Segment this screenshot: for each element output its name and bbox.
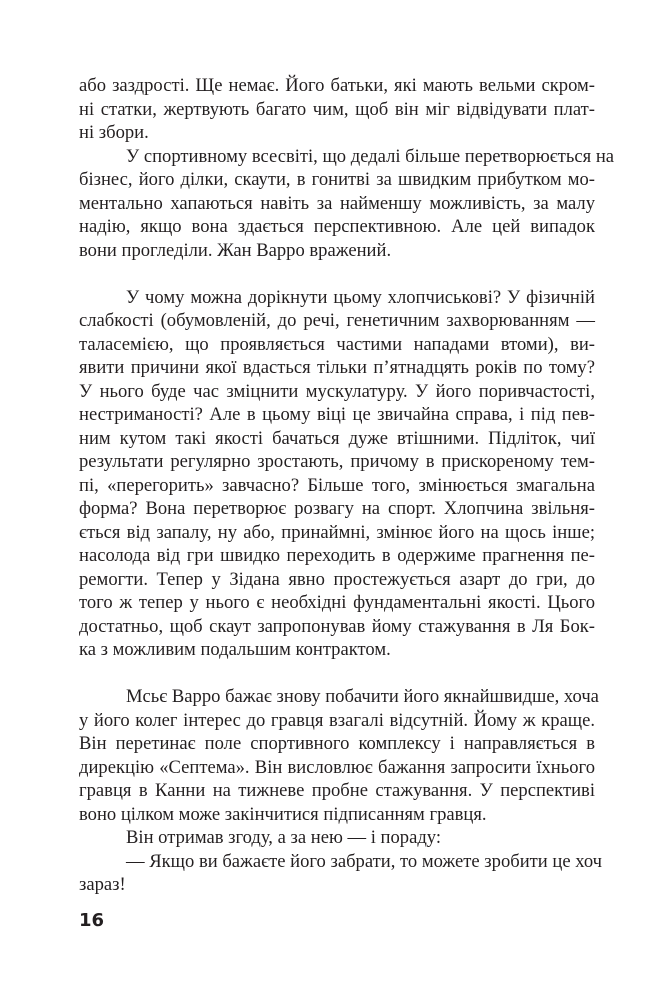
paragraph (79, 145, 615, 263)
text-line: результати регулярно зростають, причому в прискореному тем- (79, 451, 595, 472)
text-line: У чому можна дорікнути цьому хлопчиськові? У фізичній (126, 286, 595, 308)
text-line: дирекцію «Септема». Він висловлює бажання запросити їхнього (79, 756, 595, 778)
text-line: таласемією, що проявляється частими нападами втоми), ви- (79, 333, 595, 355)
text-line: ментально хапаються навіть за найменшу можливість, за малу (79, 192, 595, 214)
paragraph (79, 685, 599, 826)
text-line: гравця в Канни на тижневе пробне стажування. У перспективі (79, 780, 595, 801)
text-line: У спортивному всесвіті, що дедалі більше перетворюється на (126, 145, 615, 167)
text-line: або заздрості. Ще немає. Його батьки, які мають вельми скром- (79, 75, 595, 96)
text-line: бізнес, його ділки, скаути, в гонитві за швидким прибутком мо- (79, 169, 595, 190)
text-line: достатньо, щоб скаут запропонував йому стажування в Ля Бок- (79, 615, 595, 637)
text-line: Він перетинає поле спортивного комплексу і направляється в (79, 733, 595, 754)
text-line: ним кутом такі якості бачаться дуже втішними. Підліток, чиї (79, 427, 595, 449)
text-line: нестриманості? Але в цьому віці це звичайна справа, і під пев- (79, 404, 595, 425)
text-line: Мсьє Варро бажає знову побачити його якнайшвидше, хоча (126, 686, 599, 707)
text-line: У нього буде час зміцнити мускулатуру. У його поривчастості, (79, 380, 595, 402)
text-line: надію, якщо вона здається перспективною. Але цей випадок (79, 216, 595, 237)
text-line: воно цілком може закінчитися підписанням гравця. (79, 803, 487, 825)
paragraph (79, 286, 595, 662)
text-line: ється від запалу, ну або, принаймні, змінює його на щось інше; (79, 521, 595, 543)
page-number: 16 (79, 910, 105, 931)
text-line: слабкості (обумовленій, до речі, генетичним захворюванням — (79, 310, 595, 331)
text-line: ні статки, жертвують багато чим, щоб він міг відвідувати плат- (79, 98, 595, 120)
text-column (79, 74, 615, 897)
paragraph (79, 826, 595, 850)
paragraph (79, 74, 595, 145)
text-line: того ж тепер у нього є необхідні фундаментальні якості. Цього (79, 592, 595, 613)
text-line: насолода від гри швидко переходить в одержиме прагнення пе- (79, 545, 595, 566)
text-line: форма? Вона перетворює розвагу на спорт. Хлопчина звільня- (79, 498, 595, 519)
text-line: ка з можливим подальшим контрактом. (79, 639, 391, 660)
paragraph (79, 850, 602, 897)
text-line: — Якщо ви бажаєте його забрати, то можете зробити це хоч (126, 850, 602, 872)
text-line: вони прогледіли. Жан Варро вражений. (79, 239, 392, 261)
text-line: пі, «перегорить» завчасно? Більше того, змінюється змагальна (79, 474, 595, 496)
text-line: ремогти. Тепер у Зідана явно простежується азарт до гри, до (79, 568, 595, 590)
page-body (79, 74, 615, 897)
text-line: ні збори. (79, 122, 149, 143)
text-line: у його колег інтерес до гравця взагалі відсутній. Йому ж краще. (79, 709, 595, 731)
text-line: явити причини якої вдасться тільки п’ятнадцять років по тому? (79, 357, 595, 378)
text-line: Він отримав згоду, а за нею — і пораду: (126, 827, 442, 848)
text-line: зараз! (79, 874, 126, 895)
